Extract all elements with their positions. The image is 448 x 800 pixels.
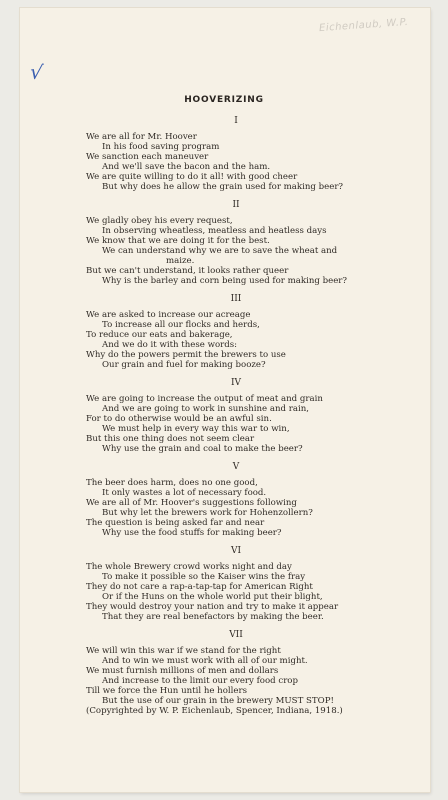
poem-line: For to do otherwise would be an awful sin.: [86, 414, 272, 424]
stanza-number: V: [232, 462, 240, 472]
poem-line: Why do the powers permit the brewers to use: [86, 350, 286, 360]
stanza-number: I: [234, 116, 238, 126]
poem-line: We must help in every way this war to win,: [102, 424, 290, 434]
stanza-5: [86, 462, 386, 538]
stanza-7: [86, 630, 386, 716]
poem-line: The whole Brewery crowd works night and day: [86, 562, 292, 572]
poem-line: And we do it with these words:: [102, 340, 238, 350]
poem-line: Why use the grain and coal to make the beer?: [102, 444, 303, 454]
stanza-number: IV: [230, 378, 242, 388]
stanza-6: [86, 546, 386, 622]
poem-line: We are asked to increase our acreage: [86, 310, 251, 320]
poem-line: But this one thing does not seem clear: [86, 434, 255, 444]
poem-line: In observing wheatless, meatless and heatless days: [102, 226, 327, 236]
poem-line: We are all for Mr. Hoover: [86, 132, 197, 142]
poem-title: HOOVERIZING: [184, 95, 264, 105]
stanza-4: [86, 378, 386, 454]
stanza-number: II: [232, 200, 240, 210]
poem-line: The beer does harm, does no one good,: [86, 478, 258, 488]
poem-line: The question is being asked far and near: [86, 518, 265, 528]
poem-line: We will win this war if we stand for the right: [86, 646, 281, 656]
poem-line: And we are going to work in sunshine and rain,: [102, 404, 310, 414]
poem-line: It only wastes a lot of necessary food.: [102, 488, 267, 498]
stanza-number: VI: [230, 546, 242, 556]
poem-line: maize.: [166, 256, 195, 266]
poem-line: We must furnish millions of men and dollars: [86, 666, 279, 676]
poem-line: We are quite willing to do it all! with good cheer: [86, 172, 298, 182]
poem-line: But why let the brewers work for Hohenzollern?: [102, 508, 313, 518]
copyright-notice: (Copyrighted by W. P. Eichenlaub, Spencer, Indiana, 1918.): [86, 706, 343, 716]
poem-line: We are going to increase the output of meat and grain: [86, 394, 323, 404]
poem-line: Our grain and fuel for making booze?: [102, 360, 266, 370]
poem-line: Why use the food stuffs for making beer?: [102, 528, 282, 538]
poem-line: That they are real benefactors by making the beer.: [102, 612, 324, 622]
poem-body: [86, 112, 386, 724]
poem-line: Till we force the Hun until he hollers: [86, 686, 247, 696]
poem-line: We can understand why we are to save the wheat and: [102, 246, 338, 256]
poem-line: Or if the Huns on the whole world put their blight,: [102, 592, 323, 602]
poem-line: To make it possible so the Kaiser wins the fray: [102, 572, 306, 582]
poem-line: To increase all our flocks and herds,: [102, 320, 260, 330]
poem-line: In his food saving program: [102, 142, 220, 152]
poem-line: They do not care a rap-a-tap-tap for American Right: [86, 582, 313, 592]
poem-line: We are all of Mr. Hoover's suggestions following: [86, 498, 297, 508]
poem-line: To reduce our eats and bakerage,: [86, 330, 233, 340]
stanza-3: [86, 294, 386, 370]
stanza-2: [86, 200, 386, 286]
poem-line: We gladly obey his every request,: [86, 216, 233, 226]
poem-line: And we'll save the bacon and the ham.: [102, 162, 271, 172]
poem-line: But we can't understand, it looks rather queer: [86, 266, 289, 276]
poem-line: But the use of our grain in the brewery MUST STOP!: [102, 696, 334, 706]
poem-line: Why is the barley and corn being used for making beer?: [102, 276, 348, 286]
stanza-number: VII: [229, 630, 243, 640]
poem-line: We sanction each maneuver: [86, 152, 209, 162]
poem-line: And increase to the limit our every food crop: [102, 676, 298, 686]
poem-line: They would destroy your nation and try to make it appear: [86, 602, 339, 612]
poem-line: We know that we are doing it for the best.: [86, 236, 270, 246]
stanza-number: III: [230, 294, 242, 304]
stanza-1: [86, 116, 386, 192]
poem-line: And to win we must work with all of our might.: [102, 656, 308, 666]
poem-line: But why does he allow the grain used for making beer?: [102, 182, 344, 192]
check-mark-icon: √: [28, 59, 45, 85]
archive-stamp: Eichenlaub, W.P.: [318, 16, 409, 35]
